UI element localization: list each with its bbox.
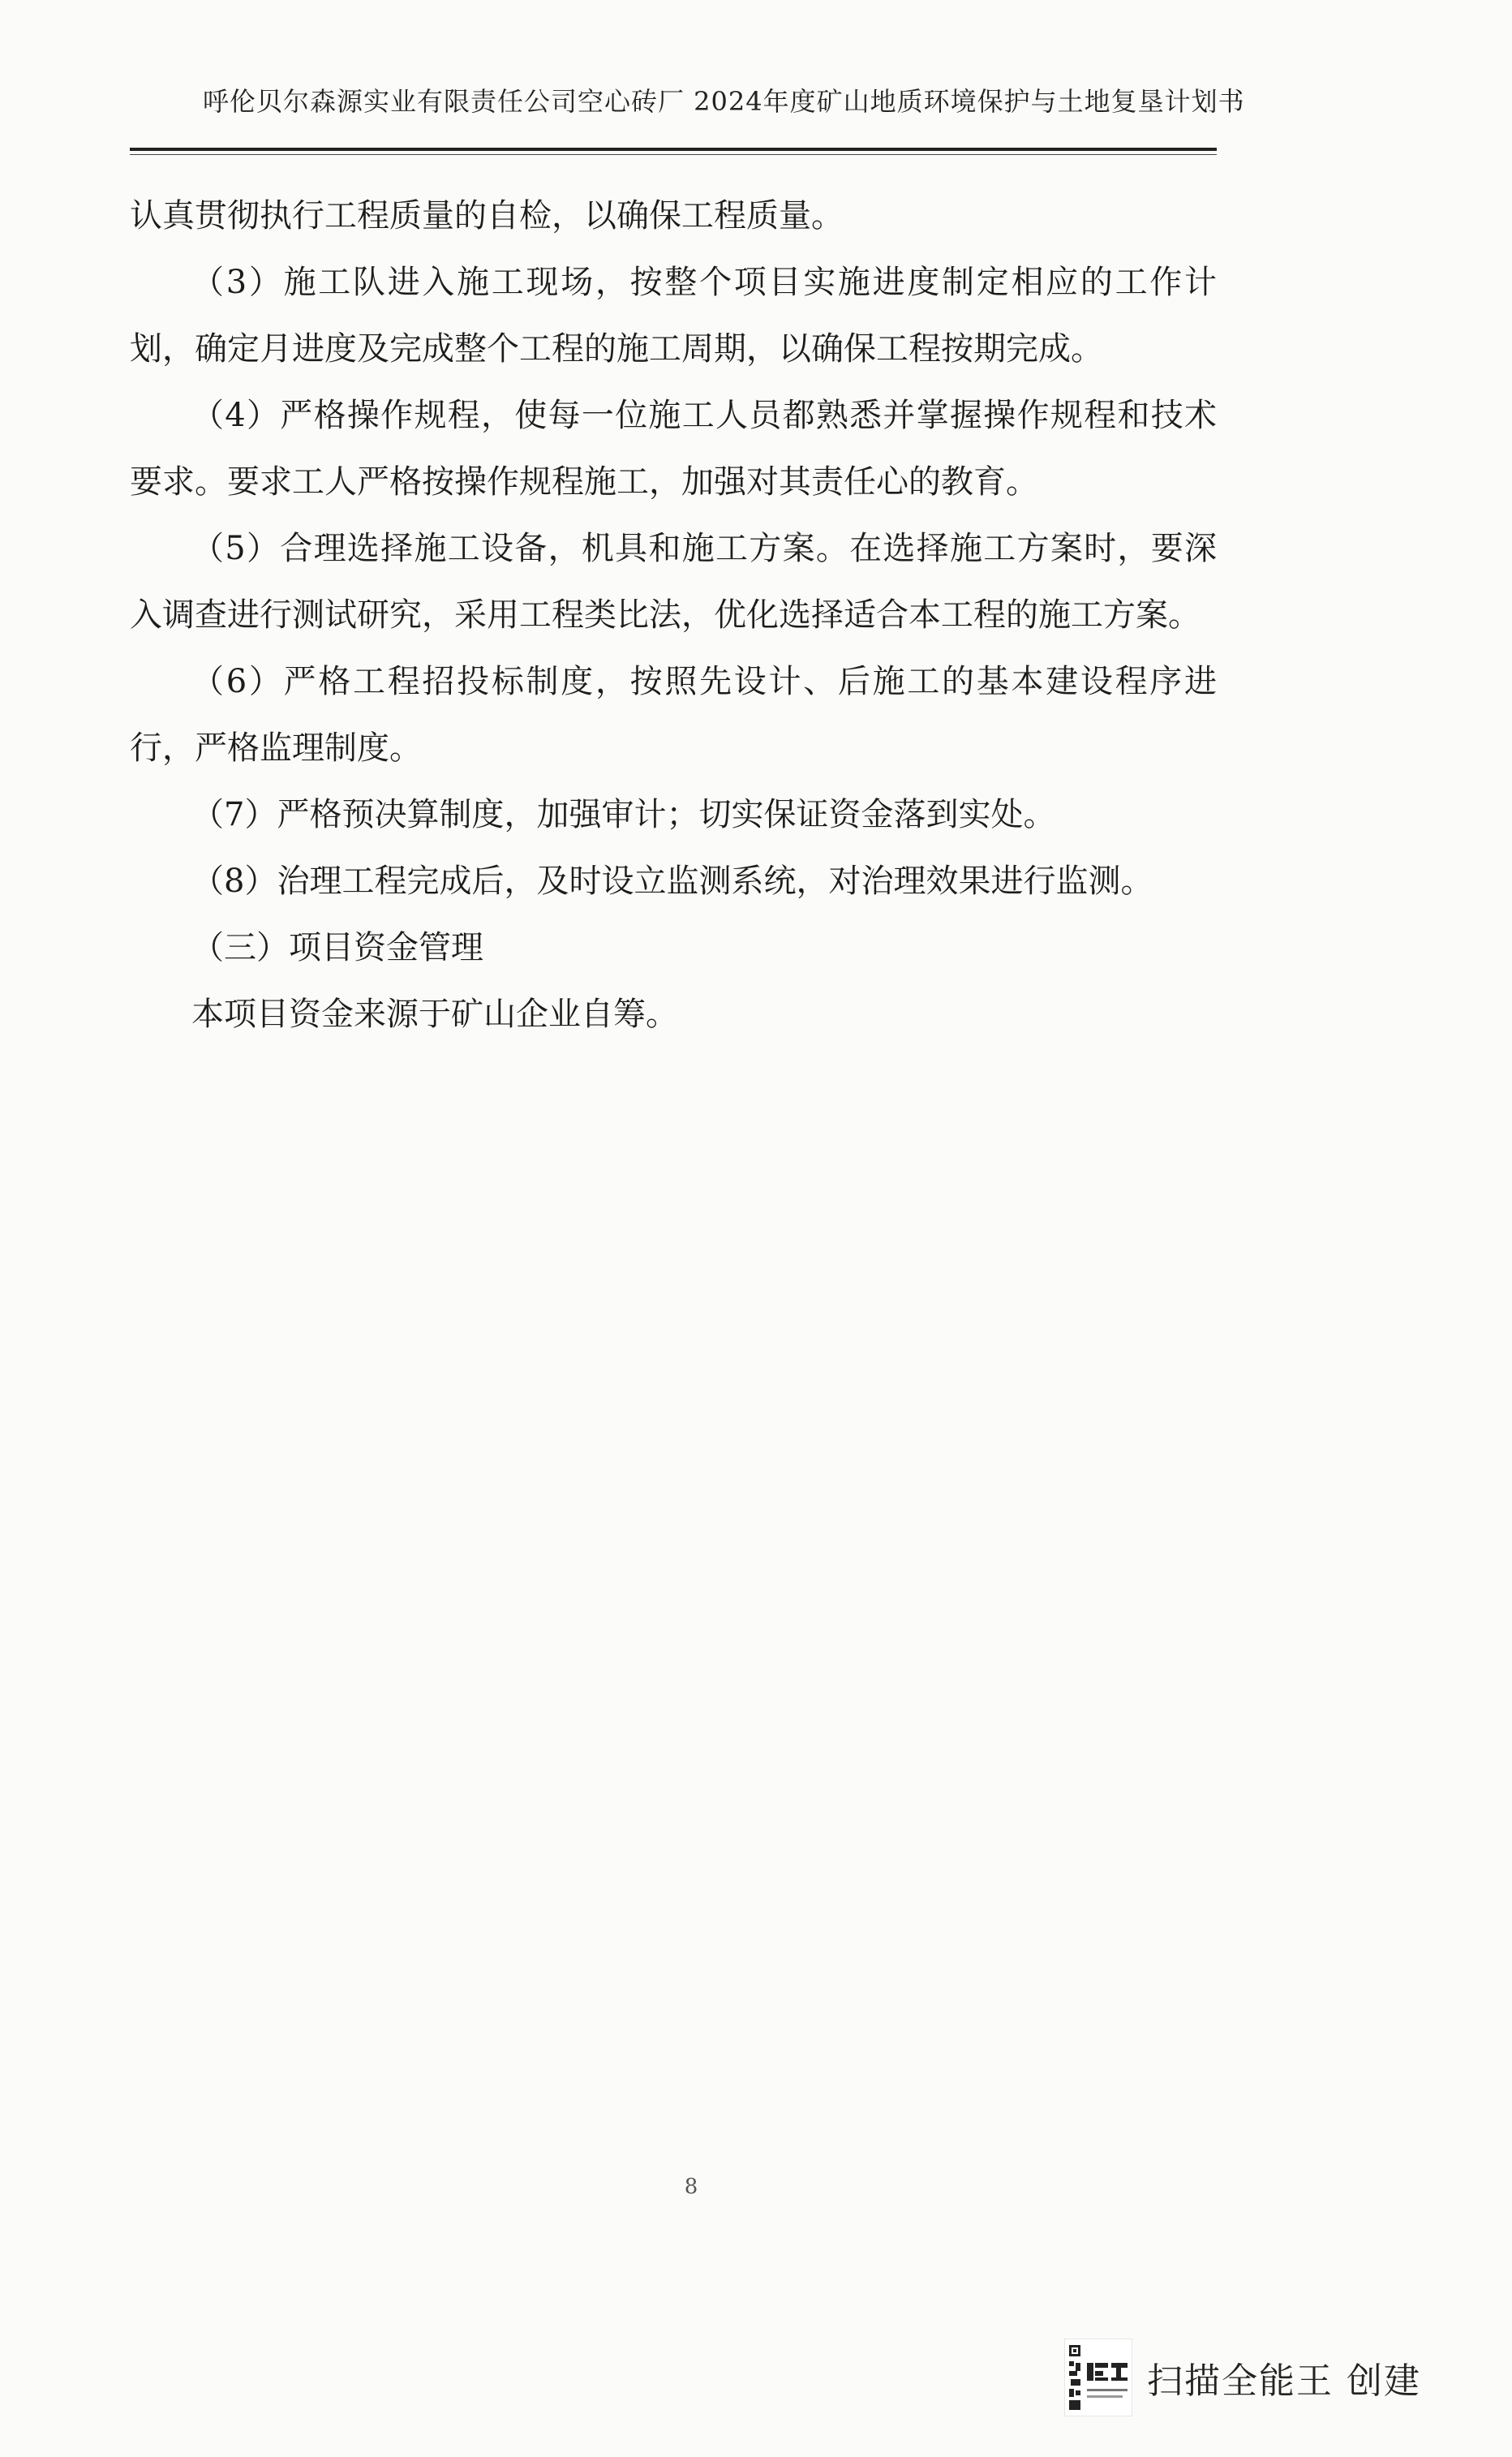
paragraph: 本项目资金来源于矿山企业自筹。 — [191, 996, 678, 1033]
header-rule-thin — [130, 154, 1217, 155]
paragraph: （5）合理选择施工设备，机具和施工方案。在选择施工方案时，要深入调查进行测试研究，采用工程类比法，优化选择适合本工程的施工方案。 — [130, 530, 1217, 634]
running-header: 呼伦贝尔森源实业有限责任公司空心砖厂 2024年度矿山地质环境保护与土地复垦计划书 — [203, 86, 1245, 117]
paragraph: 认真贯彻执行工程质量的自检，以确保工程质量。 — [130, 197, 844, 235]
header-rule — [130, 148, 1217, 151]
section-heading: （三）项目资金管理 — [191, 929, 483, 966]
paragraph: （6）严格工程招投标制度，按照先设计、后施工的基本建设程序进行，严格监理制度。 — [130, 663, 1217, 767]
page-number: 8 — [684, 2175, 698, 2199]
scanner-watermark — [1064, 2337, 1421, 2418]
body-text — [130, 183, 1217, 1048]
paragraph: （8）治理工程完成后，及时设立监测系统，对治理效果进行监测。 — [191, 863, 1153, 900]
paragraph: （3）施工队进入施工现场，按整个项目实施进度制定相应的工作计划，确定月进度及完成整个工程的施工周期，以确保工程按期完成。 — [130, 264, 1217, 368]
watermark-text: 扫描全能王 创建 — [1147, 2360, 1421, 2402]
paragraph: （7）严格预决算制度，加强审计；切实保证资金落到实处。 — [191, 796, 1056, 833]
camscanner-qr-icon — [1064, 2339, 1132, 2416]
paragraph: （4）严格操作规程，使每一位施工人员都熟悉并掌握操作规程和技术要求。要求工人严格按操作规程施工，加强对其责任心的教育。 — [130, 397, 1217, 501]
